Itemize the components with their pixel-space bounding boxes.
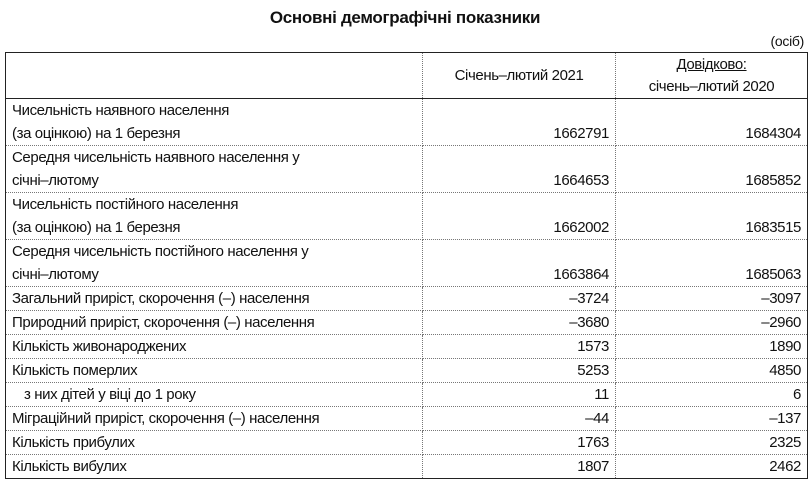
value-2021: 11 [423,383,616,407]
value-2020: 4850 [616,359,808,383]
table-row [6,193,808,240]
header-empty-cell [6,53,423,99]
value-2021: –44 [423,407,616,431]
table-row [6,287,808,311]
row-label-line2: січні–лютому [12,172,99,189]
row-label [6,193,423,240]
value-2020: 2325 [616,431,808,455]
header-2020-note: Довідково: [676,55,747,73]
row-label-line1: Кількість живонароджених [12,338,187,355]
row-label-line1: Чисельність наявного населення [12,102,230,119]
row-label [6,407,423,431]
unit-label: (осіб) [770,33,804,49]
value-2020: –3097 [616,287,808,311]
value-2020: 1685063 [616,240,808,287]
table-row [6,455,808,479]
row-label [6,431,423,455]
value-2020: 1684304 [616,99,808,146]
value-2021: –3680 [423,311,616,335]
header-2021: Січень–лютий 2021 [423,53,616,99]
header-2020 [616,53,808,99]
table-row [6,146,808,193]
row-label [6,240,423,287]
row-label [6,455,423,479]
value-2020: 6 [616,383,808,407]
header-2020-period: січень–лютий 2020 [648,77,775,95]
row-label-line2: (за оцінкою) на 1 березня [12,125,181,142]
row-label-line1: Середня чисельність наявного населення у [12,149,300,166]
row-label-line1: Середня чисельність постійного населення у [12,243,309,260]
row-label [6,335,423,359]
row-label-line1: Кількість померлих [12,362,138,379]
value-2021: 1663864 [423,240,616,287]
table-header-row [6,53,808,99]
table-row [6,407,808,431]
row-label [6,311,423,335]
value-2020: –137 [616,407,808,431]
row-label-line1: з них дітей у віці до 1 року [24,386,196,403]
row-label-line1: Кількість прибулих [12,434,135,451]
value-2020: 1683515 [616,193,808,240]
table-row [6,99,808,146]
value-2020: –2960 [616,311,808,335]
row-label-line1: Кількість вибулих [12,458,127,475]
row-label [6,359,423,383]
table-row [6,311,808,335]
table-row [6,335,808,359]
value-2021: 1573 [423,335,616,359]
value-2021: 5253 [423,359,616,383]
row-label-line1: Загальний приріст, скорочення (–) населення [12,290,310,307]
table-row [6,359,808,383]
row-label [6,383,423,407]
row-label-line2: січні–лютому [12,266,99,283]
value-2021: 1807 [423,455,616,479]
page-title: Основні демографічні показники [269,8,541,27]
table-row [6,240,808,287]
row-label [6,99,423,146]
value-2021: 1664653 [423,146,616,193]
row-label-line1: Міграційний приріст, скорочення (–) населення [12,410,320,427]
row-label-line1: Природний приріст, скорочення (–) населення [12,314,315,331]
value-2021: 1763 [423,431,616,455]
value-2021: 1662791 [423,99,616,146]
value-2020: 2462 [616,455,808,479]
row-label-line2: (за оцінкою) на 1 березня [12,219,181,236]
value-2020: 1685852 [616,146,808,193]
value-2021: –3724 [423,287,616,311]
row-label [6,287,423,311]
table-row [6,383,808,407]
value-2021: 1662002 [423,193,616,240]
row-label-line1: Чисельність постійного населення [12,196,239,213]
demographics-table [5,52,808,479]
table-row [6,431,808,455]
value-2020: 1890 [616,335,808,359]
row-label [6,146,423,193]
